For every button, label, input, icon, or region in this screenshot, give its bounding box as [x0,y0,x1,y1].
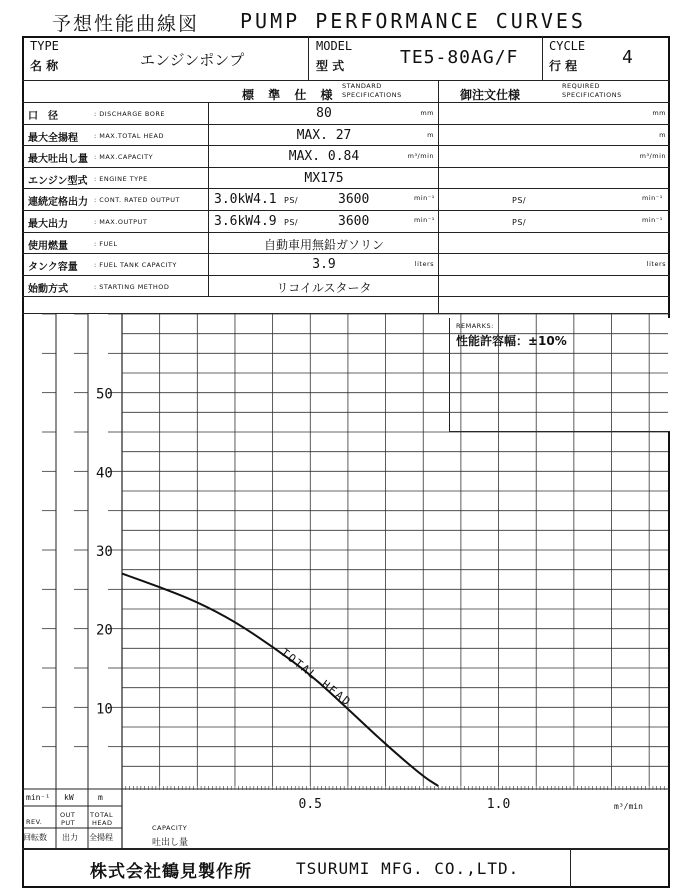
spec-std-value: 80 [316,106,332,121]
spec-label-en: : CONT. RATED OUTPUT [94,196,180,205]
spec-std-value: 3.9 [312,257,336,273]
spec-std-value: MAX. 27 [296,127,352,143]
spec-std-ps: PS/ [284,218,299,227]
total-head-curve [122,574,438,786]
cycle-value: 4 [622,47,633,68]
type-label-ja: 名 称 [30,59,59,73]
model-label: MODEL [316,39,353,53]
spec-label-en: : MAX.CAPACITY [94,153,154,162]
head-label-en-1: TOTAL [90,811,114,819]
spec-label-en: : MAX.TOTAL HEAD [94,131,164,140]
spec-label-en: : STARTING METHOD [94,282,170,291]
output-label-en-2: PUT [61,819,76,827]
spec-std-unit: min⁻¹ [414,216,435,224]
rev-label-ja: 回転数 [23,833,47,842]
type-value: エンジンポンプ [140,51,245,69]
spec-label-ja: 最大出力 [28,219,68,230]
capacity-label-ja: 吐出し量 [152,838,189,848]
spec-label-ja: エンジン型式 [28,175,88,187]
head-unit: m [98,793,103,802]
x-tick-label: 0.5 [298,797,323,812]
spec-std-value: リコイルスタータ [276,280,372,295]
performance-sheet [22,6,672,886]
required-header-en-2: SPECIFICATIONS [562,91,622,99]
spec-std-rpm: 3600 [338,192,370,208]
spec-std-unit: liters [414,260,434,269]
model-label-ja: 型 式 [316,59,345,73]
spec-std-ps: PS/ [284,196,299,206]
y-tick-label: 50 [96,386,113,403]
y-tick-label: 20 [96,622,113,639]
spec-req-unit: min⁻¹ [642,194,663,203]
spec-label-en: : ENGINE TYPE [94,174,148,183]
y-tick-label: 10 [96,701,113,718]
spec-req-ps: PS/ [512,218,527,227]
spec-std-output: 3.0kW4.1 [214,192,277,208]
spec-std-value: MAX. 0.84 [288,149,360,165]
capacity-label-en: CAPACITY [152,824,188,832]
spec-req-unit: liters [646,260,666,269]
spec-std-unit: m [427,130,434,139]
spec-std-unit: mm [420,109,434,117]
output-unit: kW [64,793,74,802]
output-label-ja: 出力 [62,833,78,842]
head-label-ja: 全揚程 [89,833,113,842]
head-label-en-2: HEAD [92,819,113,827]
cycle-label-ja: 行 程 [549,59,578,73]
order-header-ja: 御注文仕様 [460,88,521,102]
required-header-en-1: REQUIRED [562,82,601,90]
title-english: PUMP PERFORMANCE CURVES [240,9,586,33]
spec-std-value: 自動車用無鉛ガソリン [263,237,384,252]
spec-label-ja: 連続定格出力 [28,197,88,209]
standard-header-ja: 標 準 仕 様 [242,88,338,102]
spec-label-ja: タンク容量 [28,262,78,274]
total-head-curve-label: TOTAL HEAD [278,645,355,710]
remarks-text: 性能許容幅：±10% [456,334,567,348]
performance-chart [22,6,672,886]
spec-req-unit: mm [652,109,666,117]
output-label-en-1: OUT [60,811,76,819]
rev-label-en: REV. [26,818,43,826]
spec-label-en: : DISCHARGE BORE [94,110,165,118]
type-label: TYPE [30,39,59,53]
spec-req-unit: m³/min [639,152,666,161]
y-tick-label: 30 [96,544,113,560]
company-name-ja: 株式会社鶴見製作所 [90,862,252,882]
rev-unit: min⁻¹ [26,793,51,802]
standard-header-en-2: SPECIFICATIONS [342,91,402,99]
spec-label-ja: 最大吐出し量 [28,154,88,166]
spec-label-ja: 使用燃量 [28,240,68,252]
spec-label-en: : FUEL TANK CAPACITY [94,261,177,270]
spec-label-en: : FUEL [94,239,118,248]
spec-label-ja: 最大全揚程 [28,132,78,144]
spec-label-ja: 始動方式 [28,283,68,295]
spec-req-unit: m [659,130,666,139]
capacity-unit: m³/min [614,802,643,811]
spec-std-unit: m³/min [407,152,434,161]
remarks-label: REMARKS: [456,322,494,330]
x-tick-label: 1.0 [486,797,511,812]
spec-label-ja: 口 径 [28,111,58,122]
cycle-label: CYCLE [549,39,586,53]
spec-std-output: 3.6kW4.9 [214,214,277,229]
spec-std-rpm: 3600 [338,214,370,229]
spec-std-value: MX175 [304,170,344,186]
spec-label-en: : MAX.OUTPUT [94,218,148,226]
model-value: TE5-80AG/F [400,47,519,68]
company-name-en: TSURUMI MFG. CO.,LTD. [296,859,520,878]
standard-header-en-1: STANDARD [342,82,382,90]
spec-req-unit: min⁻¹ [642,216,663,224]
title-japanese: 予想性能曲線図 [52,13,200,35]
y-tick-label: 40 [96,465,113,482]
spec-std-unit: min⁻¹ [414,194,435,203]
spec-req-ps: PS/ [512,196,527,206]
